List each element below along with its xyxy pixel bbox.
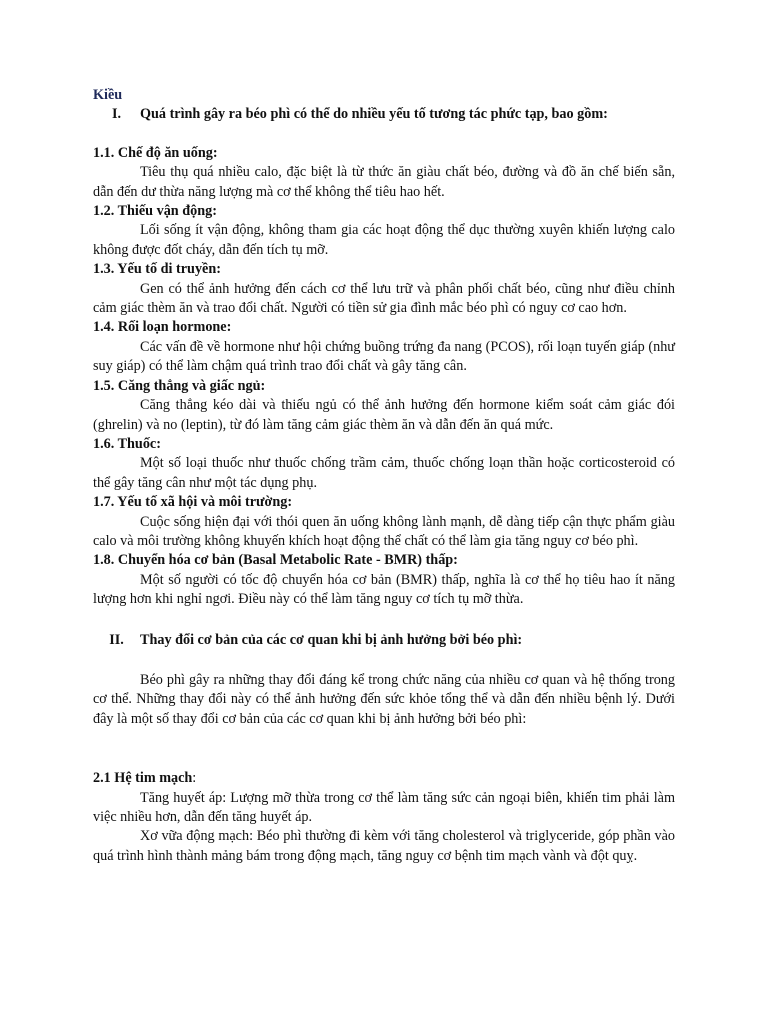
document-label: Kiều [93,87,123,103]
subheading: 1.3. Yếu tố di truyền: [93,261,221,278]
section-number: I. [111,106,122,123]
subheading-text: 2.1 Hệ tim mạch [93,770,193,787]
paragraph: Một số loại thuốc như thuốc chống trầm cảm, thuốc chống loạn thần hoặc corticosteroid có thể gây tăng cân như một tác dụng phụ. [93,455,675,491]
paragraph: Béo phì gây ra những thay đổi đáng kể trong chức năng của nhiều cơ quan và hệ thống trong cơ thể. Những thay đổi này có thể ảnh hưởng đến sức khỏe tổng thể và dẫn đến nhiều bệnh lý. Dưới đây là một số thay đổi cơ bản của các cơ quan khi bị ảnh hưởng bởi béo phì: [93,671,675,727]
paragraph: Một số người có tốc độ chuyển hóa cơ bản (BMR) thấp, nghĩa là cơ thể họ tiêu hao ít năng lượng hơn khi nghỉ ngơi. Điều này có thể làm tăng nguy cơ tích tụ mỡ thừa. [93,571,675,608]
subheading: 1.6. Thuốc: [93,435,161,452]
subheading: 1.1. Chế độ ăn uống: [93,144,218,161]
section-title: Thay đổi cơ bản của các cơ quan khi bị ảnh hưởng bởi béo phì: [140,631,523,648]
paragraph: Các vấn đề về hormone như hội chứng buồng trứng đa nang (PCOS), rối loạn tuyến giáp (như suy giáp) có thể làm chậm quá trình trao đổi chất và gây tăng cân. [93,338,675,375]
subheading [93,769,675,788]
subheading: 1.8. Chuyển hóa cơ bản (Basal Metabolic Rate - BMR) thấp: [93,552,458,569]
paragraph: Xơ vữa động mạch: Béo phì thường đi kèm với tăng cholesterol và triglyceride, góp phần vào quá trình hình thành mảng bám trong động mạch, tăng nguy cơ bệnh tim mạch vành và đột quỵ. [93,828,675,864]
paragraph: Tiêu thụ quá nhiều calo, đặc biệt là từ thức ăn giàu chất béo, đường và đồ ăn chế biến sẵn, dẫn đến dư thừa năng lượng mà cơ thể không thể tiêu hao hết. [93,164,675,200]
spacer [93,650,675,671]
paragraph: Gen có thể ảnh hưởng đến cách cơ thể lưu trữ và phân phối chất béo, cũng như điều chỉnh cảm giác thèm ăn và trao đổi chất. Người có tiền sử gia đình mắc béo phì có nguy cơ cao hơn. [93,280,675,317]
spacer [93,125,675,144]
subheading: 1.5. Căng thẳng và giấc ngủ: [93,377,266,394]
subheading: 1.2. Thiếu vận động: [93,203,217,220]
section-title: Quá trình gây ra béo phì có thể do nhiều yếu tố tương tác phức tạp, bao gồm: [140,106,608,123]
subheading: 1.7. Yếu tố xã hội và môi trường: [93,494,293,511]
spacer [93,610,675,631]
section-number: II. [109,631,124,648]
document-page [93,86,675,866]
paragraph: Tăng huyết áp: Lượng mỡ thừa trong cơ thể làm tăng sức cản ngoại biên, khiến tim phải làm việc nhiều hơn, dẫn đến tăng huyết áp. [93,789,675,825]
paragraph: Lối sống ít vận động, không tham gia các hoạt động thể dục thường xuyên khiến lượng calo không được đốt cháy, dẫn đến tích tụ mỡ. [93,222,675,258]
paragraph: Căng thẳng kéo dài và thiếu ngủ có thể ảnh hưởng đến hormone kiểm soát cảm giác đói (ghrelin) và no (leptin), từ đó làm tăng cảm giác thèm ăn và dẫn đến ăn quá mức. [93,397,675,433]
paragraph: Cuộc sống hiện đại với thói quen ăn uống không lành mạnh, dễ dàng tiếp cận thực phẩm giàu calo và môi trường không khuyến khích hoạt động thể chất có thể làm gia tăng nguy cơ béo phì. [93,513,675,549]
spacer [93,729,675,769]
section-heading-2 [93,631,675,650]
section-heading-1 [93,105,675,124]
subheading-colon: : [192,770,197,787]
subheading: 1.4. Rối loạn hormone: [93,319,232,336]
